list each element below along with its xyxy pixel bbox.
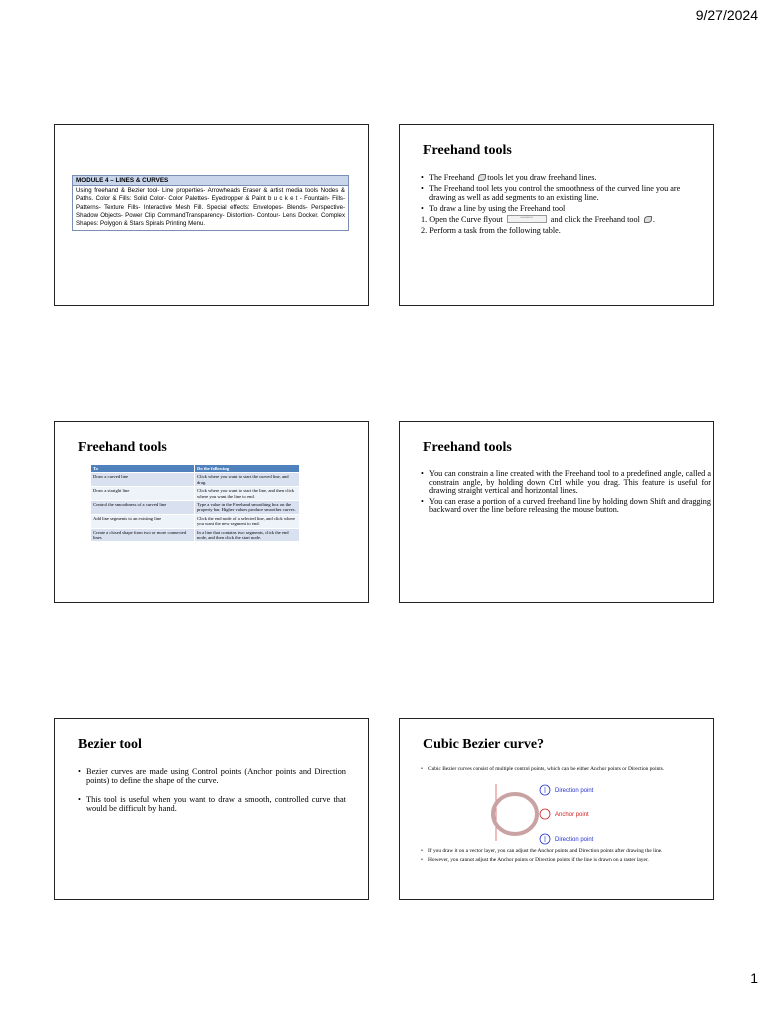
bullet-item: • Bezier curves are made using Control points (Anchor points and Direction points) to define the shape of the curve. xyxy=(78,767,346,785)
table-cell: Add line segments to an existing line xyxy=(91,514,195,528)
table-row xyxy=(91,473,300,487)
table-cell: In a line that contains two segments, click the end node, and then click the start node. xyxy=(195,528,300,542)
table-row xyxy=(91,514,300,528)
freehand-tool-icon xyxy=(477,173,486,181)
step-text: and click the Freehand tool xyxy=(548,215,642,224)
slide-freehand-table xyxy=(54,421,369,603)
table-cell: Click where you want to start the line, and then click where you want the line to end. xyxy=(195,487,300,501)
table-cell: Click where you want to start the curved line, and drag. xyxy=(195,473,300,487)
table-cell: Draw a curved line xyxy=(91,473,195,487)
table-header-cell: Do the following xyxy=(195,465,300,473)
bullet-item: • You can erase a portion of a curved freehand line by holding down Shift and dragging backward over the line before releasing the mouse button. xyxy=(421,498,711,515)
curve-flyout-icon: ▫▫▫▫▫▫▫ xyxy=(507,215,547,223)
bullet-text: tools let you draw freehand lines. xyxy=(487,173,597,182)
bullet-item: • If you draw it on a vector layer, you can adjust the Anchor points and Direction points after drawing the line. xyxy=(421,849,696,855)
direction-point-label-top: Direction point xyxy=(555,788,594,794)
bullet-item: • Cubic Bezier curves consist of multiple control points, which can be either Anchor points or Direction points. xyxy=(421,767,696,773)
table-cell: Control the smoothness of a curved line xyxy=(91,501,195,515)
anchor-point-label: Anchor point xyxy=(555,812,589,818)
print-date: 9/27/2024 xyxy=(695,7,758,23)
module-box xyxy=(72,175,349,231)
slide-title: Bezier tool xyxy=(78,737,142,752)
table-row xyxy=(91,501,300,515)
bullet-list xyxy=(421,849,696,866)
slide-title: Freehand tools xyxy=(423,440,512,455)
freehand-task-table xyxy=(90,464,300,542)
table-header-cell: To xyxy=(91,465,195,473)
bullet-list xyxy=(421,470,711,517)
step-text: . xyxy=(652,215,655,224)
step-text: 1. Open the Curve flyout xyxy=(421,215,505,224)
slide-freehand-intro xyxy=(399,124,714,306)
step-item xyxy=(421,215,706,224)
table-row xyxy=(91,487,300,501)
bullet-item: • The Freehand tool lets you control the smoothness of the curved line you are drawing as well as add segments to an existing line. xyxy=(421,184,706,202)
slide-title: Freehand tools xyxy=(78,440,167,455)
slide-bezier-tool xyxy=(54,718,369,900)
step-item: 2. Perform a task from the following table. xyxy=(421,226,561,235)
slide-module-4 xyxy=(54,124,369,306)
module-text: Using freehand & Bezier tool- Line properties- Arrowheads Eraser & artist media tools Nodes & Paths. Color & Fills: Solid Color- Color Palettes- Eyedropper & Paint b u c k e t - Fountain- Fills- Patterns- Texture Fills- Interactive Mesh Fill. Special effects: Envelopes- Blends- Perspective- Shadow Objects- Power Clip CommandTransparency- Distortion- Contour- Lens Docker. Complex Shapes: Polygon & Stars Spirals Printing Menu. xyxy=(76,187,345,228)
bullet-list xyxy=(78,767,346,823)
bullet-item: • This tool is useful when you want to draw a smooth, controlled curve that would be difficult by hand. xyxy=(78,795,346,813)
anchor-point xyxy=(540,809,550,819)
bullet-list xyxy=(421,173,706,237)
bullet-item: • However, you cannot adjust the Anchor points or Direction points if the line is drawn on a raster layer. xyxy=(421,858,696,864)
table-cell: Create a closed shape from two or more connected lines xyxy=(91,528,195,542)
slide-title: Freehand tools xyxy=(423,143,512,158)
module-title: MODULE 4 – LINES & CURVES xyxy=(73,176,348,186)
bullet-item: • You can constrain a line created with the Freehand tool to a predefined angle, called a constrain angle, by holding down Ctrl while you drag. This feature is useful for drawing straight vertical and horizontal lines. xyxy=(421,470,711,496)
bullet-item xyxy=(421,173,706,182)
bezier-ring xyxy=(493,794,537,834)
page-number: 1 xyxy=(750,970,758,986)
bullet-text: The Freehand xyxy=(429,173,477,182)
table-cell: Type a value in the Freehand smoothing box on the property bar. Higher values produce smoother curves. xyxy=(195,501,300,515)
table-header-row xyxy=(91,465,300,473)
direction-point-label-bottom: Direction point xyxy=(555,837,594,843)
freehand-tool-icon xyxy=(643,215,652,223)
slide-freehand-constrain xyxy=(399,421,714,603)
table-row xyxy=(91,528,300,542)
bullet-list xyxy=(421,767,696,776)
table-cell: Draw a straight line xyxy=(91,487,195,501)
table-cell: Click the end node of a selected line, and click where you want the new segment to end. xyxy=(195,514,300,528)
slide-title: Cubic Bezier curve? xyxy=(423,737,545,752)
slide-cubic-bezier xyxy=(399,718,714,900)
bullet-item: • To draw a line by using the Freehand tool xyxy=(421,204,706,213)
bezier-curve-diagram xyxy=(480,779,630,849)
